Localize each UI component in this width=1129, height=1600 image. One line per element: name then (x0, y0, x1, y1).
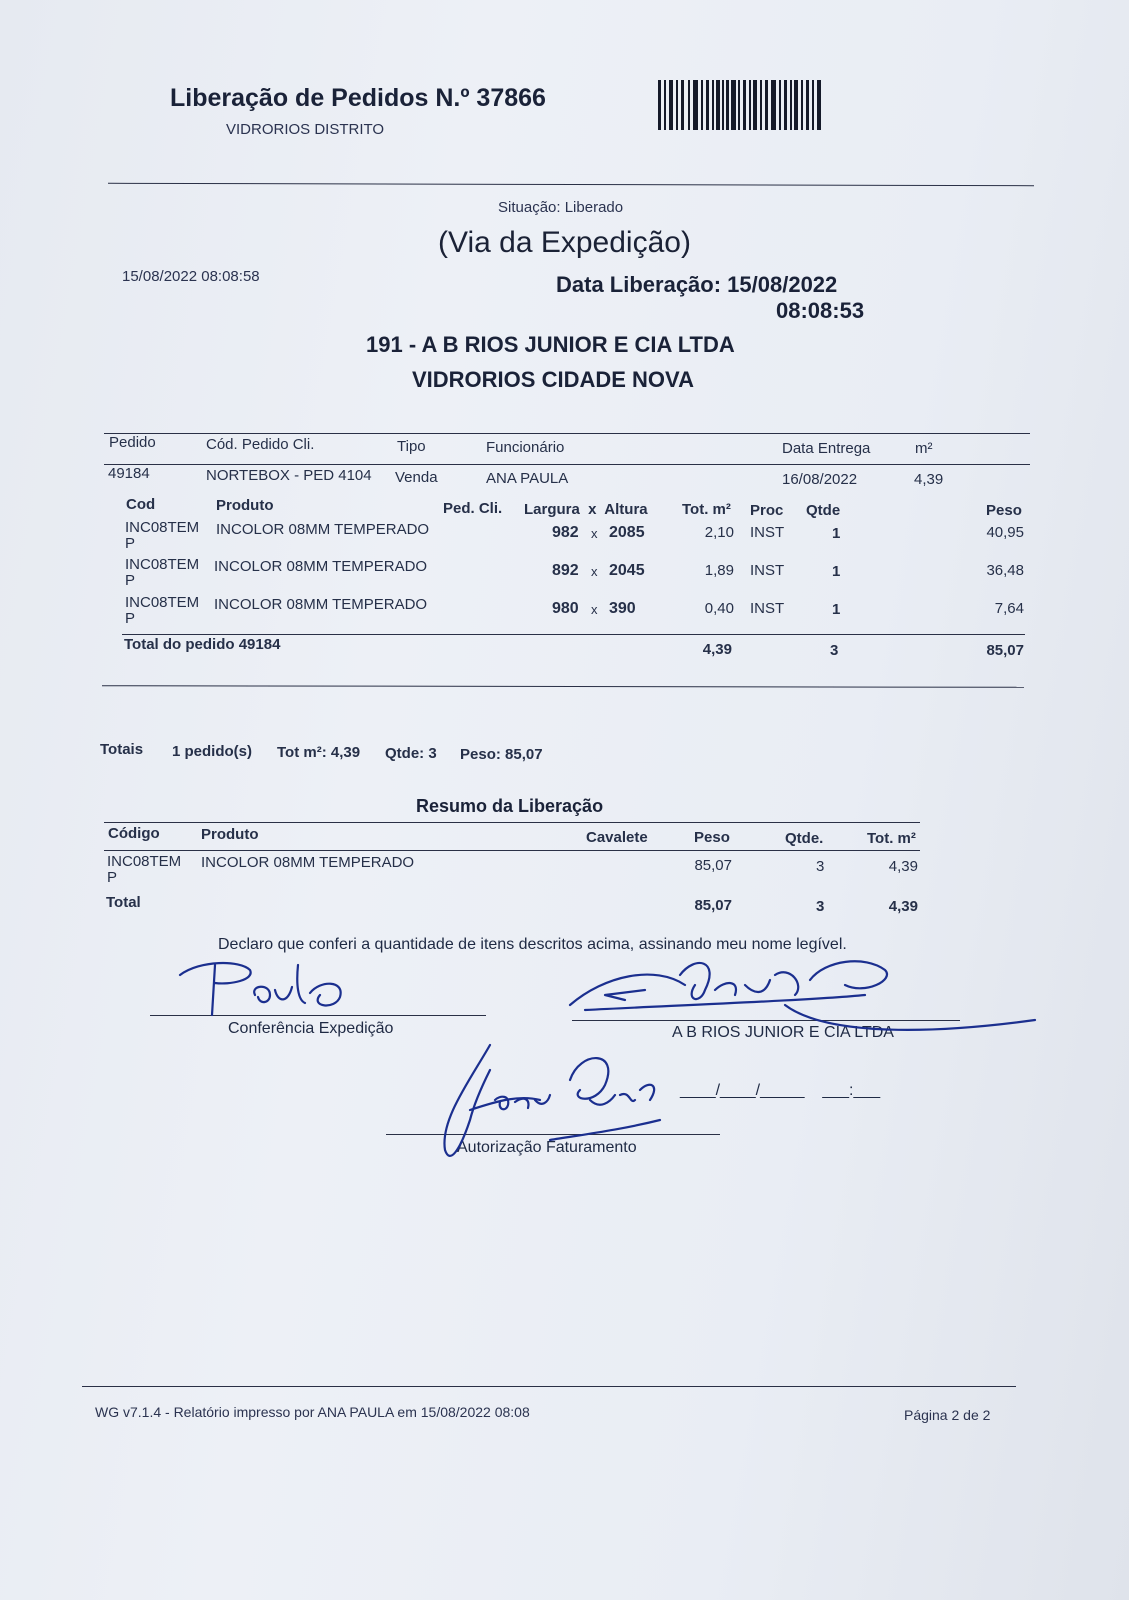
summary-header-rule (104, 850, 920, 851)
order-pedido: 49184 (108, 465, 150, 482)
footer-printed-by: WG v7.1.4 - Relatório impresso por ANA PAULA em 15/08/2022 08:08 (95, 1404, 530, 1420)
col-pedido: Pedido (109, 434, 156, 451)
status-text: Situação: Liberado (498, 199, 624, 216)
item-cod: INC08TEM (125, 556, 200, 573)
order-cod-pedido-cli: NORTEBOX - PED 4104 (206, 467, 372, 484)
summary-top-rule (104, 822, 920, 823)
item-qtde: 1 (832, 563, 841, 580)
declaration-text: Declaro que conferi a quantidade de itens descritos acima, assinando meu nome legível. (218, 936, 847, 953)
col-m2: m² (915, 440, 933, 457)
items-col-qtde: Qtde (806, 502, 841, 519)
summary-peso: 85,07 (694, 857, 732, 874)
item-cod: INC08TEM (125, 519, 200, 536)
order-total-qtde: 3 (830, 642, 839, 659)
items-col-ped-cli: Ped. Cli. (443, 500, 503, 517)
item-largura: 980 (552, 600, 579, 617)
item-cod-cont: P (125, 572, 136, 589)
order-total-label: Total do pedido 49184 (124, 636, 281, 653)
order-total-m2: 4,39 (702, 641, 732, 658)
item-peso: 7,64 (994, 600, 1024, 617)
summary-col-codigo: Código (108, 825, 160, 842)
item-tot-m2: 1,89 (704, 562, 734, 579)
item-qtde: 1 (832, 601, 841, 618)
totals-peso: Peso: 85,07 (460, 746, 543, 763)
order-end-rule (102, 685, 1024, 688)
signature-label-autorizacao: Autorização Faturamento (457, 1139, 637, 1156)
totals-pedidos: 1 pedido(s) (172, 743, 253, 760)
signature-paulo-icon (170, 955, 410, 1025)
header-divider (108, 183, 1034, 186)
totals-label: Totais (100, 741, 144, 758)
totals-qtde: Qtde: 3 (385, 745, 437, 762)
document-title: Liberação de Pedidos N.º 37866 (170, 84, 546, 112)
col-tipo: Tipo (397, 438, 426, 455)
col-funcionario: Funcionário (486, 439, 565, 456)
barcode-icon (658, 80, 822, 130)
item-x: x (591, 602, 598, 617)
item-altura: 2085 (609, 524, 645, 541)
footer-page-number: Página 2 de 2 (904, 1407, 991, 1423)
summary-codigo: INC08TEM (107, 853, 182, 870)
release-date: Data Liberação: 15/08/2022 (556, 272, 838, 297)
items-col-cod: Cod (126, 496, 156, 513)
summary-produto: INCOLOR 08MM TEMPERADO (201, 854, 415, 871)
summary-title: Resumo da Liberação (416, 796, 604, 816)
col-data-entrega: Data Entrega (782, 440, 871, 457)
order-table-top-rule (104, 433, 1030, 434)
signature-ana-paula-icon (430, 1040, 680, 1170)
items-col-proc: Proc (750, 502, 784, 519)
summary-total-peso: 85,07 (694, 897, 732, 914)
order-total-peso: 85,07 (986, 642, 1024, 659)
order-data-entrega: 16/08/2022 (782, 471, 858, 488)
summary-col-produto: Produto (201, 826, 259, 843)
item-cod-cont: P (125, 535, 136, 552)
item-altura: 390 (609, 600, 636, 617)
summary-tot-m2: 4,39 (888, 858, 918, 875)
customer-branch: VIDRORIOS CIDADE NOVA (412, 367, 694, 392)
customer-name: 191 - A B RIOS JUNIOR E CIA LTDA (366, 332, 735, 357)
summary-col-tot-m2: Tot. m² (867, 830, 916, 847)
items-total-rule (122, 634, 1025, 635)
order-funcionario: ANA PAULA (486, 470, 569, 487)
summary-codigo-cont: P (107, 869, 118, 886)
items-col-peso: Peso (986, 502, 1022, 519)
item-cod: INC08TEM (125, 594, 200, 611)
via-title: (Via da Expedição) (438, 226, 691, 259)
summary-col-peso: Peso (694, 829, 730, 846)
printed-at: 15/08/2022 08:08:58 (122, 268, 260, 285)
item-proc: INST (750, 562, 785, 579)
items-col-produto: Produto (216, 497, 274, 514)
item-produto: INCOLOR 08MM TEMPERADO (214, 596, 428, 613)
order-m2: 4,39 (914, 471, 944, 488)
signature-label-conferencia: Conferência Expedição (228, 1020, 394, 1037)
item-peso: 40,95 (986, 524, 1024, 541)
footer-rule (82, 1386, 1016, 1387)
item-produto: INCOLOR 08MM TEMPERADO (216, 521, 430, 538)
items-col-dims: Largura x Altura (524, 501, 648, 518)
order-table-header-rule (104, 464, 1030, 465)
totals-m2: Tot m²: 4,39 (277, 744, 361, 761)
signature-date-blank: ____/____/_____ ___:___ (680, 1082, 881, 1099)
summary-total-m2: 4,39 (888, 898, 918, 915)
item-tot-m2: 2,10 (704, 524, 734, 541)
item-proc: INST (750, 600, 785, 617)
item-x: x (591, 526, 598, 541)
summary-col-qtde: Qtde. (785, 830, 824, 847)
release-time: 08:08:53 (776, 298, 865, 323)
item-altura: 2045 (609, 562, 645, 579)
items-col-tot-m2: Tot. m² (682, 501, 731, 518)
summary-col-cavalete: Cavalete (586, 829, 648, 846)
item-peso: 36,48 (986, 562, 1024, 579)
item-x: x (591, 564, 598, 579)
summary-total-qtde: 3 (816, 898, 825, 915)
item-tot-m2: 0,40 (704, 600, 734, 617)
order-tipo: Venda (395, 469, 438, 486)
signature-label-cliente: A B RIOS JUNIOR E CIA LTDA (672, 1024, 894, 1041)
col-cod-pedido-cli: Cód. Pedido Cli. (206, 436, 315, 453)
summary-total-label: Total (106, 894, 141, 911)
item-cod-cont: P (125, 610, 136, 627)
item-largura: 892 (552, 562, 579, 579)
item-qtde: 1 (832, 525, 841, 542)
company-unit: VIDRORIOS DISTRITO (226, 121, 385, 138)
item-produto: INCOLOR 08MM TEMPERADO (214, 558, 428, 575)
summary-qtde: 3 (816, 858, 825, 875)
item-proc: INST (750, 524, 785, 541)
item-largura: 982 (552, 524, 579, 541)
